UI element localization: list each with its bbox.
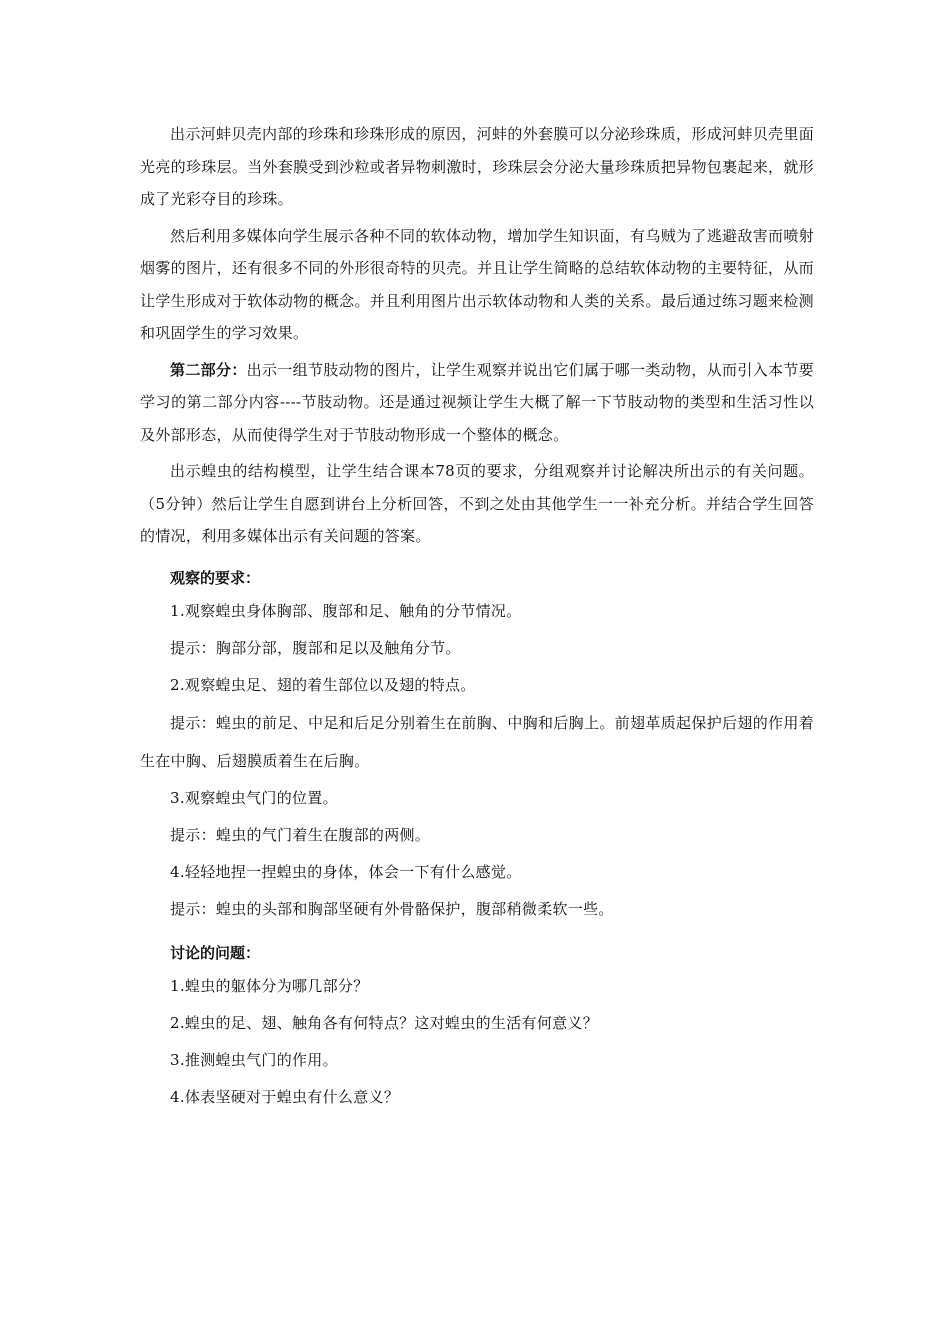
- discussion-item: 4.体表坚硬对于蝗虫有什么意义？: [170, 1087, 400, 1106]
- observation-item: 3.观察蝗虫气门的位置。: [170, 788, 338, 807]
- observation-heading: 观察的要求：: [170, 568, 261, 587]
- paragraph-pearl: 出示河蚌贝壳内部的珍珠和珍珠形成的原因，河蚌的外套膜可以分泌珍珠质，形成河蚌贝壳里面光亮的珍珠层。当外套膜受到沙粒或者异物刺激时，珍珠层会分泌大量珍珠质把异物包裹起来，就形成了光彩夺目的珍珠。: [140, 125, 814, 208]
- part-two-text: 出示一组节肢动物的图片，让学生观察并说出它们属于哪一类动物，从而引入本节要学习的第二部分内容----节肢动物。还是通过视频让学生大概了解一下节肢动物的类型和生活习性以及外部形态，从而使得学生对于节肢动物形成一个整体的概念。: [140, 360, 814, 444]
- discussion-item: 2.蝗虫的足、翅、触角各有何特点？这对蝗虫的生活有何意义？: [170, 1013, 599, 1032]
- paragraph-locust-model: 出示蝗虫的结构模型，让学生结合课本78页的要求，分组观察并讨论解决所出示的有关问题。（5分钟）然后让学生自愿到讲台上分析回答，不到之处由其他学生一一补充分析。并结合学生回答的情况，利用多媒体出示有关问题的答案。: [140, 462, 814, 545]
- part-two-label: 第二部分：: [170, 360, 247, 379]
- discussion-item: 3.推测蝗虫气门的作用。: [170, 1050, 338, 1069]
- document-page: [140, 118, 814, 1116]
- observation-item: 1.观察蝗虫身体胸部、腹部和足、触角的分节情况。: [170, 601, 522, 620]
- paragraph-mollusks: 然后利用多媒体向学生展示各种不同的软体动物，增加学生知识面，有乌贼为了逃避敌害而喷射烟雾的图片，还有很多不同的外形很奇特的贝壳。并且让学生简略的总结软体动物的主要特征，从而让学生形成对于软体动物的概念。并且利用图片出示软体动物和人类的关系。最后通过练习题来检测和巩固学生的学习效果。: [140, 226, 814, 342]
- discussion-heading: 讨论的问题：: [170, 943, 261, 962]
- paragraph-part-two: [140, 354, 814, 452]
- observation-hint: 提示：蝗虫的气门着生在腹部的两侧。: [170, 825, 431, 844]
- observation-item: 2.观察蝗虫足、翅的着生部位以及翅的特点。: [170, 675, 476, 694]
- observation-hint: 提示：蝗虫的前足、中足和后足分别着生在前胸、中胸和后胸上。前翅革质起保护后翅的作用着生在中胸、后翅膜质着生在后胸。: [140, 713, 814, 770]
- observation-item: 4.轻轻地捏一捏蝗虫的身体，体会一下有什么感觉。: [170, 862, 522, 881]
- observation-hint: 提示：胸部分部，腹部和足以及触角分节。: [170, 638, 461, 657]
- observation-hint: 提示：蝗虫的头部和胸部坚硬有外骨骼保护，腹部稍微柔软一些。: [170, 899, 614, 918]
- discussion-item: 1.蝗虫的躯体分为哪几部分？: [170, 976, 369, 995]
